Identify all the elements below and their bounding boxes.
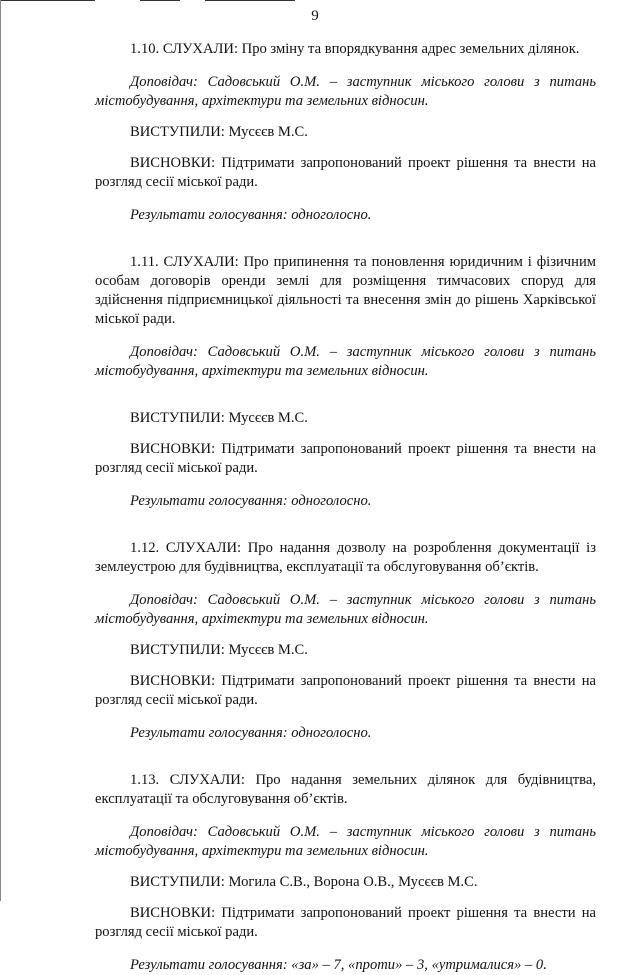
section-conclusion: ВИСНОВКИ: Підтримати запропонований проект рішення та внести на розгляд сесії міської ради.	[95, 673, 596, 708]
section-conclusion: ВИСНОВКИ: Підтримати запропонований проект рішення та внести на розгляд сесії міської ради.	[95, 155, 596, 190]
section-vote: Результати голосування: одноголосно.	[130, 493, 372, 509]
section-spoke: ВИСТУПИЛИ: Мусєєв М.С.	[130, 124, 308, 140]
section-heard: 1.12. СЛУХАЛИ: Про надання дозволу на розроблення документації із землеустрою для будівництва, експлуатації та обслуговування об’єктів.	[95, 540, 596, 575]
section-vote: Результати голосування: «за» – 7, «проти» – 3, «утрималися» – 0.	[130, 957, 547, 973]
section-speaker: Доповідач: Садовський О.М. – заступник міського голови з питань містобудування, архітектури та земельних відносин.	[95, 74, 596, 109]
top-border-line	[205, 0, 295, 1]
scan-edge	[0, 0, 1, 901]
document-body	[95, 40, 596, 975]
top-border-line	[0, 0, 95, 1]
section-conclusion: ВИСНОВКИ: Підтримати запропонований проект рішення та внести на розгляд сесії міської ради.	[95, 905, 596, 940]
section-speaker: Доповідач: Садовський О.М. – заступник міського голови з питань містобудування, архітектури та земельних відносин.	[95, 824, 596, 859]
section-speaker: Доповідач: Садовський О.М. – заступник міського голови з питань містобудування, архітектури та земельних відносин.	[95, 592, 596, 627]
section-vote: Результати голосування: одноголосно.	[130, 207, 372, 223]
section-heard: 1.13. СЛУХАЛИ: Про надання земельних ділянок для будівництва, експлуатації та обслуговування об’єктів.	[95, 772, 596, 807]
section-conclusion: ВИСНОВКИ: Підтримати запропонований проект рішення та внести на розгляд сесії міської ради.	[95, 441, 596, 476]
section-vote: Результати голосування: одноголосно.	[130, 725, 372, 741]
top-border-line	[140, 0, 180, 1]
section-heard: 1.11. СЛУХАЛИ: Про припинення та поновлення юридичним і фізичним особам договорів оренди землі для розміщення тимчасових споруд для здійснення підприємницької діяльності та внесення змін до рішень Харківської міської ради.	[95, 254, 596, 327]
section-speaker: Доповідач: Садовський О.М. – заступник міського голови з питань містобудування, архітектури та земельних відносин.	[95, 344, 596, 379]
section-spoke: ВИСТУПИЛИ: Мусєєв М.С.	[130, 410, 308, 426]
section-heard: 1.10. СЛУХАЛИ: Про зміну та впорядкування адрес земельних ділянок.	[130, 41, 580, 57]
page-number: 9	[311, 8, 319, 24]
section-spoke: ВИСТУПИЛИ: Мусєєв М.С.	[130, 642, 308, 658]
section-spoke: ВИСТУПИЛИ: Могила С.В., Ворона О.В., Мусєєв М.С.	[130, 874, 478, 890]
